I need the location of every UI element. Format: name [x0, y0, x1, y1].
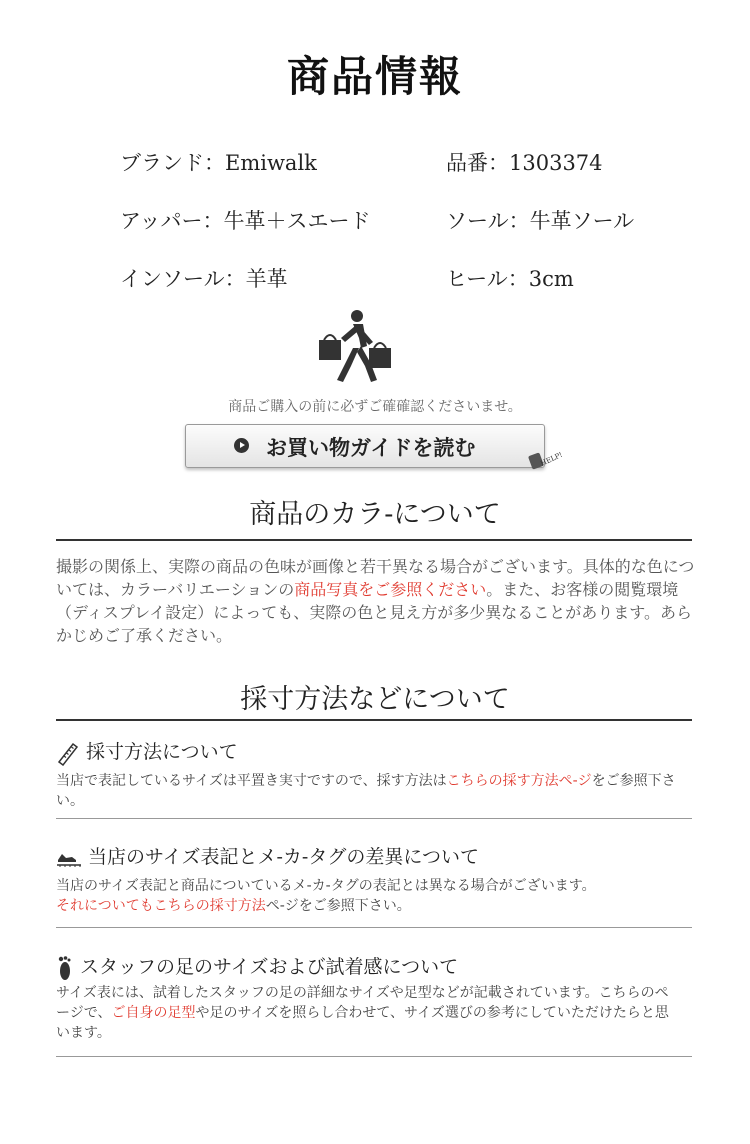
measurement-page-link[interactable]: こちらの採す方法ペ-ジ — [446, 773, 592, 789]
paragraph-text: 当店で表記しているサイズは平置き実寸ですので、採す方法は — [56, 773, 447, 789]
shopping-guide-label: お買い物ガイドを読む — [266, 435, 476, 460]
spec-label: アッパー： — [120, 209, 224, 233]
spec-upper — [120, 205, 371, 235]
staff-fit-paragraph — [56, 983, 676, 1043]
item-divider — [56, 1056, 692, 1057]
paragraph-text: サイズ表には、試着したスタッフの足の詳細なサイズや足型などが記載されています。こちらのページで、 — [56, 985, 669, 1021]
color-notice-text: 撮影の関係上、実際の商品の色味が画像と若干異なる場合がございます。具体的な色については、カラーバリエーションの — [56, 557, 695, 599]
measurement-method-link[interactable]: それについてもこちらの採寸方法 — [56, 898, 266, 914]
measurement-heading-text: 採寸方法について — [86, 741, 238, 763]
spec-label: ブランド： — [120, 151, 225, 175]
play-icon — [234, 438, 249, 453]
shopping-guide-button[interactable] — [185, 424, 545, 468]
color-notice-paragraph — [56, 555, 696, 647]
paragraph-text: や足のサイズを照らし合わせて、サイズ選びの参考にしていただけたらと思います。 — [56, 1005, 669, 1041]
spec-brand — [120, 147, 317, 177]
footprint-icon — [56, 955, 74, 981]
spec-label: インソール： — [120, 267, 246, 291]
purchase-notice: 商品ご購入の前に必ずご確確認くださいませ。 — [228, 399, 522, 415]
foot-shape-link[interactable]: ご自身の足型 — [111, 1005, 196, 1021]
color-section-title: 商品のカラ-について — [249, 499, 501, 530]
spec-insole — [120, 263, 288, 293]
section-divider — [56, 539, 692, 541]
spec-label: ヒール： — [446, 267, 529, 291]
spec-model-number — [446, 147, 603, 177]
spec-value: 3cm — [528, 267, 574, 291]
measurement-paragraph — [56, 771, 696, 811]
spec-label: 品番： — [446, 151, 509, 175]
color-notice-text: 。また、お客様の閲覧環境（ディスプレイ設定）によっても、実際の色と見え方が多少異なることがあります。あらかじめご了承ください。 — [56, 580, 693, 645]
shopper-icon — [313, 308, 393, 388]
paragraph-text: ペ-ジをご参照下さい。 — [265, 898, 411, 914]
help-sign-text: HELP! — [539, 450, 564, 468]
spec-label: ソール： — [446, 209, 530, 233]
spec-value: Emiwalk — [225, 151, 317, 175]
paragraph-text: 当店のサイズ表記と商品についているメ-カ-タグの表記とは異なる場合がございます。 — [56, 878, 596, 894]
measurement-heading — [56, 737, 238, 766]
spec-value: 牛革ソール — [529, 209, 635, 233]
tag-difference-heading — [56, 842, 479, 869]
size-section-title: 採寸方法などについて — [240, 684, 510, 715]
item-divider — [56, 818, 692, 819]
staff-fit-heading — [56, 952, 458, 981]
spec-value: 牛革＋スエード — [223, 209, 371, 233]
item-divider — [56, 927, 692, 928]
tag-difference-heading-text: 当店のサイズ表記とメ-カ-タグの差異について — [88, 846, 479, 868]
page-title: 商品情報 — [286, 52, 463, 101]
shoe-size-icon — [56, 848, 82, 868]
spec-value: 1303374 — [509, 151, 603, 175]
section-divider — [56, 719, 692, 721]
spec-value: 羊革 — [245, 267, 288, 291]
color-notice-highlight: 商品写真をご参照ください — [294, 580, 487, 599]
spec-heel — [446, 263, 574, 293]
ruler-icon — [56, 740, 80, 766]
help-sign-icon — [528, 446, 568, 476]
spec-sole — [446, 205, 634, 235]
staff-fit-heading-text: スタッフの足のサイズおよび試着感について — [80, 956, 459, 978]
tag-difference-paragraph — [56, 876, 696, 916]
paragraph-text: をご参照下さい。 — [56, 773, 676, 809]
